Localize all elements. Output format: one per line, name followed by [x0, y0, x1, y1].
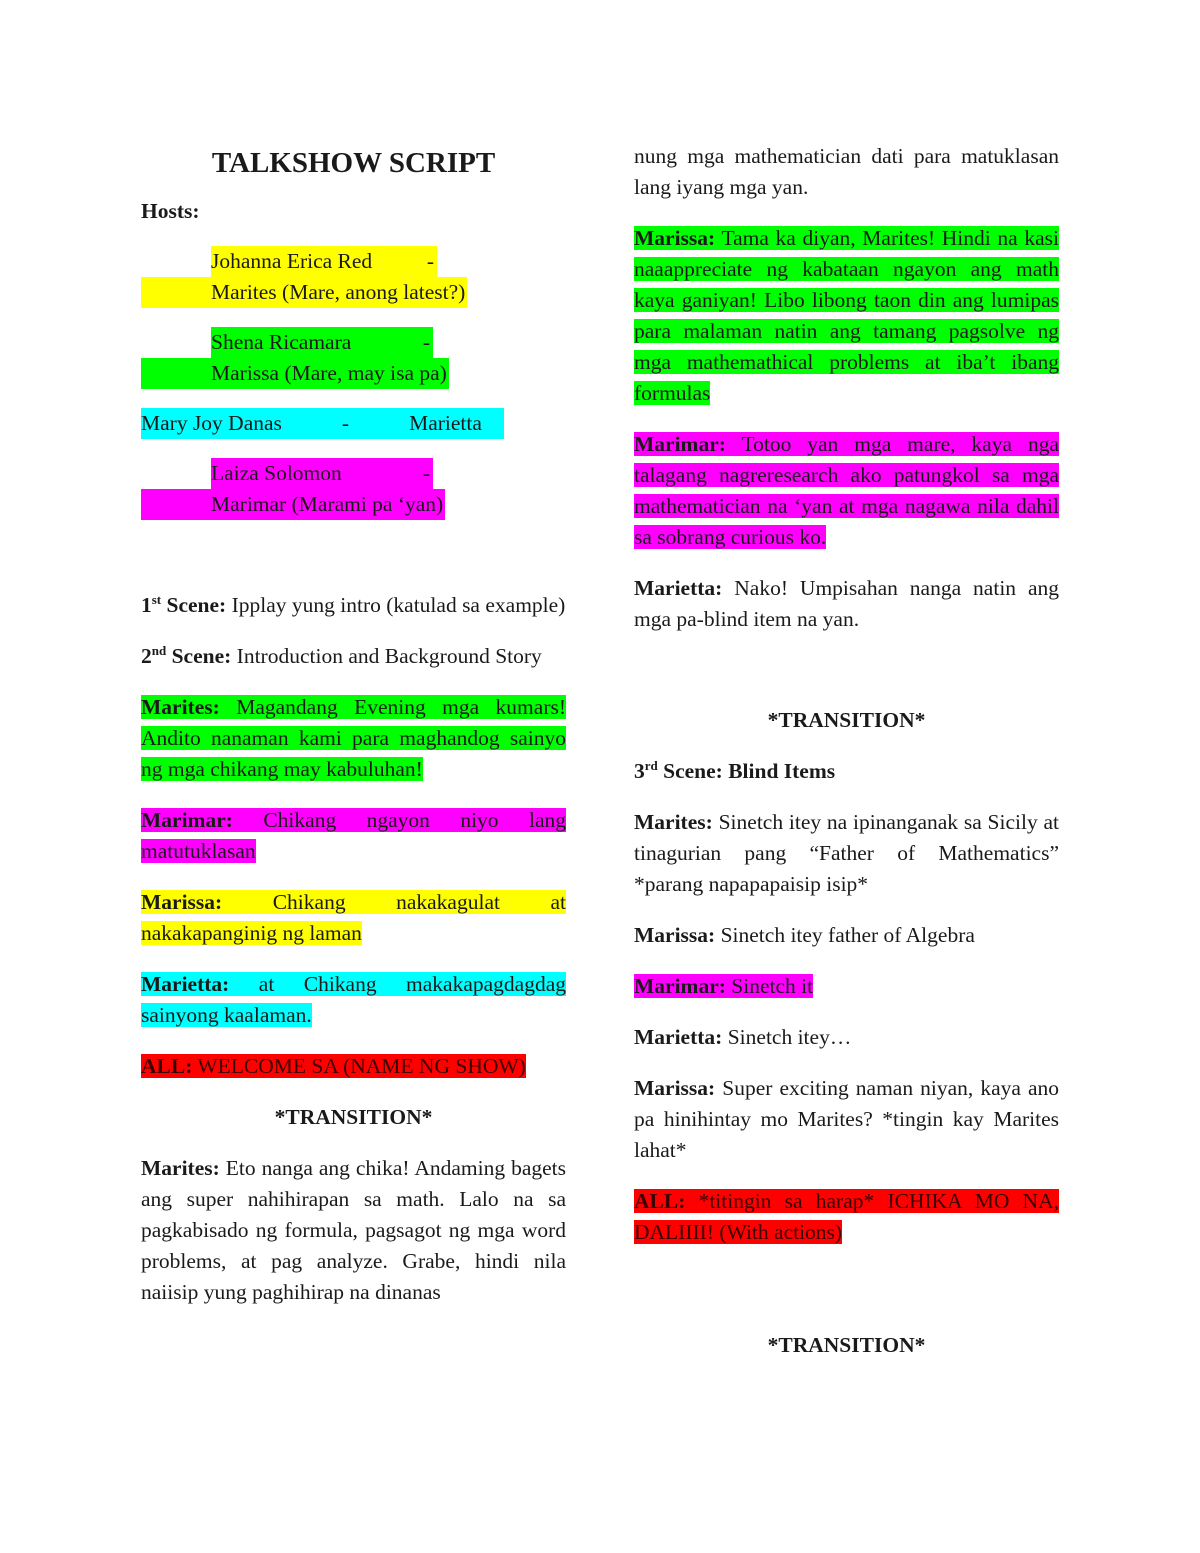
continuation-text: nung mga mathematician dati para matuklasan lang iyang mga yan.: [634, 144, 1059, 199]
host-name: Mary Joy Danas: [141, 411, 282, 435]
dialogue-line: Marissa: Chikang nakakagulat at nakakapanginig ng laman: [141, 890, 566, 945]
host-dash: -: [422, 330, 430, 354]
host-dash: -: [422, 461, 430, 485]
transition-marker: *TRANSITION*: [274, 1105, 433, 1129]
host-dash: -: [426, 249, 434, 273]
dialogue-line: Marissa: Tama ka diyan, Marites! Hindi na kasi naaappreciate ng kabataan ngayon ang math kaya ganiyan! Libo libong taon din ang lumipas para malaman natin ang tamang pagsolve ng mga mathemathical problems at iba’t ibang formulas: [634, 226, 1059, 405]
dialogue-line: Marites: Magandang Evening mga kumars! Andito nanaman kami para maghandog sainyo ng mga chikang may kabuluhan!: [141, 695, 566, 781]
transition-marker: *TRANSITION*: [767, 1333, 926, 1357]
dialogue-line: Marietta: at Chikang makakapagdagdag sainyong kaalaman.: [141, 972, 566, 1027]
dialogue-line: Marites: Sinetch itey na ipinanganak sa Sicily at tinagurian pang “Father of Mathematics” *parang napapapaisip isip*: [634, 810, 1060, 896]
scene-1: 1st Scene: Ipplay yung intro (katulad sa example): [141, 591, 566, 617]
host-role: Marissa (Mare, may isa pa): [211, 361, 447, 385]
page-title: TALKSHOW SCRIPT: [211, 147, 496, 179]
host-entry: [141, 246, 566, 308]
dialogue-line: Marietta: Sinetch itey…: [634, 1025, 852, 1049]
scene-2: 2nd Scene: Introduction and Background Story: [141, 642, 542, 668]
dialogue-line: Marimar: Totoo yan mga mare, kaya nga talagang nagreresearch ako patungkol sa mga mathematician na ‘yan at mga nagawa nila dahil sa sobrang curious ko.: [634, 432, 1059, 549]
host-entry: [141, 408, 566, 439]
host-dash: -: [341, 411, 350, 435]
dialogue-line-all: ALL: *titingin sa harap* ICHIKA MO NA, DALIIII! (With actions): [634, 1189, 1059, 1244]
host-name: Johanna Erica Red: [211, 249, 373, 273]
dialogue-line: Marimar: Sinetch it: [634, 974, 814, 998]
left-column: [141, 140, 566, 1308]
transition-marker: *TRANSITION*: [767, 708, 926, 732]
scene-3: 3rd Scene: Blind Items: [634, 757, 836, 783]
dialogue-line: Marietta: Nako! Umpisahan nanga natin ang mga pa-blind item na yan.: [634, 576, 1060, 631]
host-role: Marietta: [409, 411, 482, 435]
dialogue-line: Marissa: Super exciting naman niyan, kaya ano pa hinihintay mo Marites? *tingin kay Marites lahat*: [634, 1076, 1060, 1162]
dialogue-line: Marites: Eto nanga ang chika! Andaming bagets ang super nahihirapan sa math. Lalo na sa pagkabisado ng formula, pagsagot ng mga word problems, at pag analyze. Grabe, hindi nila naiisip yung paghihirap na dinanas: [141, 1156, 567, 1304]
host-role: Marites (Mare, anong latest?): [211, 280, 466, 304]
host-name: Shena Ricamara: [211, 330, 352, 354]
host-entry: [141, 458, 566, 520]
dialogue-line: Marissa: Sinetch itey father of Algebra: [634, 923, 975, 947]
right-column: [634, 141, 1059, 1361]
hosts-label: Hosts:: [141, 199, 200, 223]
host-name: Laiza Solomon: [211, 461, 342, 485]
host-entry: [141, 327, 566, 389]
host-role: Marimar (Marami pa ‘yan): [211, 492, 444, 516]
dialogue-line: Marimar: Chikang ngayon niyo lang matutuklasan: [141, 808, 566, 863]
dialogue-line-all: ALL: WELCOME SA (NAME NG SHOW): [141, 1054, 526, 1078]
